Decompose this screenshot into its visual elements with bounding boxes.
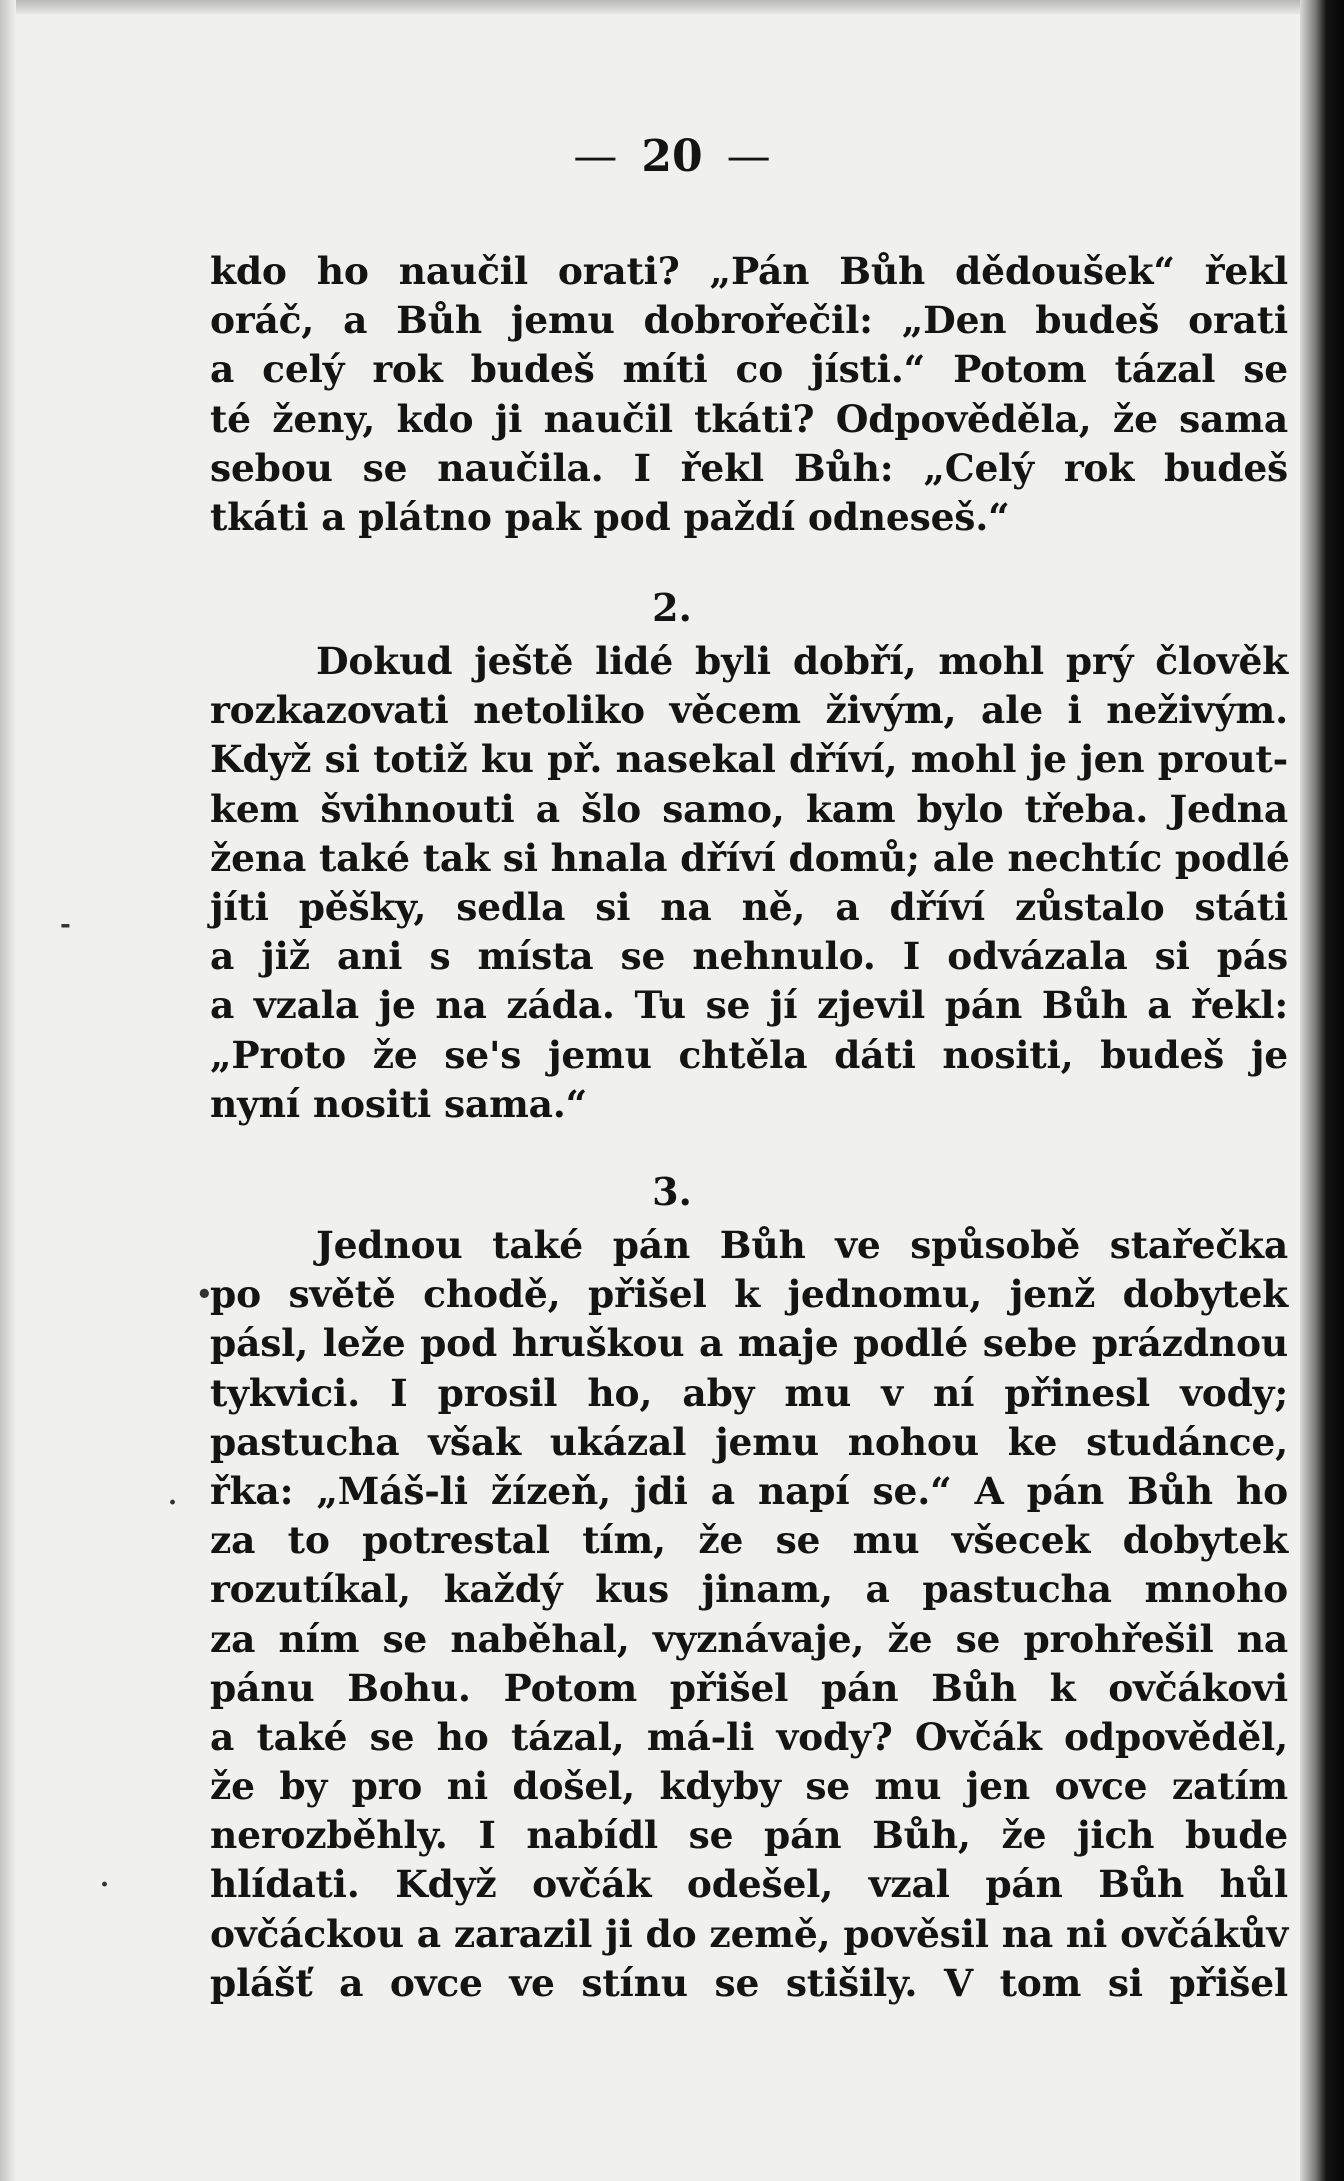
text-line: za to potrestal tím, že se mu všecek dobytek: [210, 1518, 1288, 1563]
text-line: jíti pěšky, sedla si na ně, a dříví zůstalo státi: [210, 884, 1288, 929]
text-line: Když si totiž ku př. nasekal dříví, mohl je jen prout-: [210, 737, 1288, 782]
paragraph-1: [210, 247, 1288, 542]
header-dash-right: —: [726, 131, 771, 182]
text-line: sebou se naučila. I řekl Bůh: „Celý rok budeš: [210, 445, 1288, 490]
page-left-edge-shadow: [0, 0, 16, 2181]
text-line: rozkazovati netoliko věcem živým, ale i neživým.: [210, 688, 1288, 733]
scan-speck: ·: [168, 1488, 178, 1518]
page-header: [0, 130, 1344, 184]
section-2-number: 2.: [652, 585, 692, 630]
text-line: „Proto že se's jemu chtěla dáti nositi, budeš je: [210, 1032, 1288, 1077]
text-line: tkáti a plátno pak pod paždí odneseš.“: [210, 494, 1010, 539]
text-line: Dokud ještě lidé byli dobří, mohl prý člověk: [316, 639, 1288, 683]
page-number: 20: [641, 131, 703, 182]
text-line: oráč, a Bůh jemu dobrořečil: „Den budeš orati: [210, 298, 1288, 343]
text-line: řka: „Máš-li žízeň, jdi a napí se.“ A pán Bůh ho: [210, 1468, 1288, 1513]
text-line: a již ani s místa se nehnulo. I odvázala si pás: [210, 934, 1288, 979]
text-line: kem švihnouti a šlo samo, kam bylo třeba. Jedna: [210, 786, 1288, 831]
text-line: rozutíkal, každý kus jinam, a pastucha mnoho: [210, 1567, 1288, 1612]
text-line: žena také tak si hnala dříví domů; ale nechtíc podlé: [210, 835, 1290, 880]
text-line: pásl, leže pod hruškou a maje podlé sebe prázdnou: [210, 1321, 1288, 1366]
text-line: Jednou také pán Bůh ve spůsobě stařečka: [316, 1223, 1288, 1267]
text-line: že by pro ni došel, kdyby se mu jen ovce zatím: [210, 1764, 1288, 1809]
page-right-edge-shadow: [1300, 0, 1344, 2181]
scan-speck: •: [196, 1280, 213, 1310]
text-line: pánu Bohu. Potom přišel pán Bůh k ovčákovi: [210, 1665, 1288, 1710]
section-2-text: [210, 637, 1288, 1129]
text-line: kdo ho naučil orati? „Pán Bůh dědoušek“ řekl: [210, 249, 1288, 293]
text-line: a také se ho tázal, má-li vody? Ovčák odpověděl,: [210, 1714, 1288, 1759]
text-line: po světě chodě, přišel k jednomu, jenž dobytek: [210, 1272, 1288, 1317]
text-line: hlídati. Když ovčák odešel, vzal pán Bůh hůl: [210, 1862, 1288, 1907]
text-line: nerozběhly. I nabídl se pán Bůh, že jich bude: [210, 1813, 1288, 1858]
text-line: ovčáckou a zarazil ji do země, pověsil na ni ovčákův: [210, 1911, 1288, 1956]
text-line: té ženy, kdo ji naučil tkáti? Odpověděla, že sama: [210, 396, 1288, 441]
page-top-edge-shadow: [0, 0, 1344, 14]
text-line: nyní nositi sama.“: [210, 1081, 588, 1126]
header-dash-left: —: [573, 131, 618, 182]
section-3-number: 3.: [652, 1169, 692, 1214]
text-line: tykvici. I prosil ho, aby mu v ní přinesl vody;: [210, 1370, 1288, 1415]
text-line: a celý rok budeš míti co jísti.“ Potom tázal se: [210, 347, 1288, 392]
section-3-text: [210, 1221, 1288, 2008]
text-line: za ním se naběhal, vyznávaje, že se prohřešil na: [210, 1616, 1288, 1661]
text-line: pastucha však ukázal jemu nohou ke studánce,: [210, 1419, 1288, 1464]
text-line: a vzala je na záda. Tu se jí zjevil pán Bůh a řekl:: [210, 983, 1288, 1028]
scan-speck: ·: [100, 1870, 110, 1900]
text-line: plášť a ovce ve stínu se stišily. V tom si přišel: [210, 1960, 1288, 2005]
scan-speck: -: [60, 910, 71, 940]
